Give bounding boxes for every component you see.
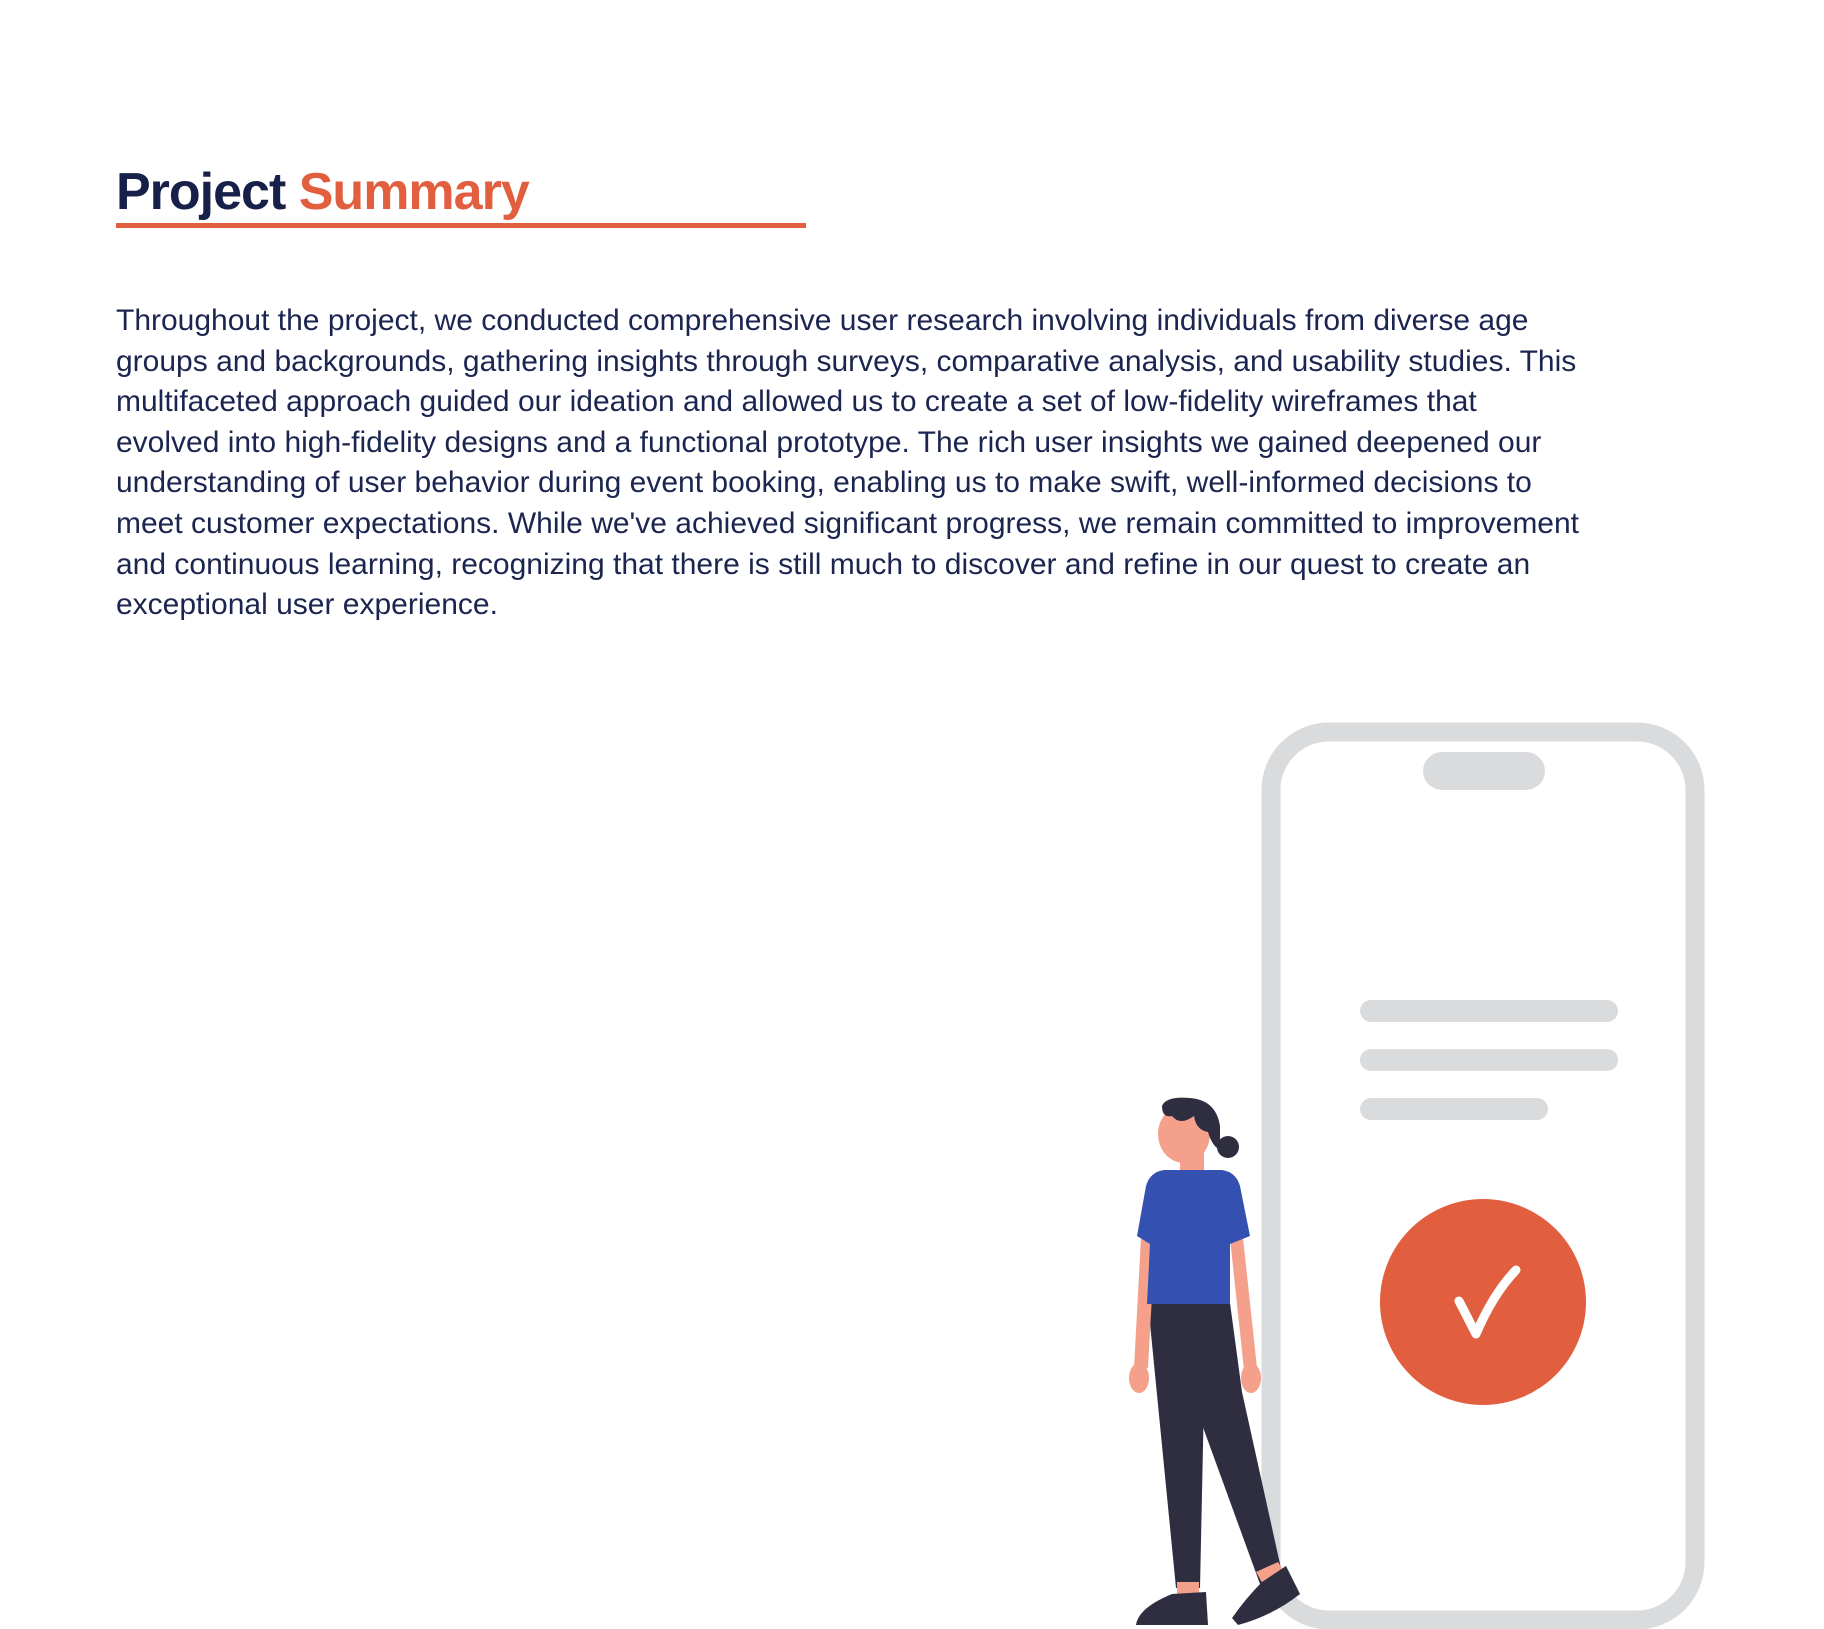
summary-line: meet customer expectations. While we've achieved significant progress, we remain committed to improvement xyxy=(116,506,1580,540)
page-title xyxy=(116,158,529,226)
summary-paragraph xyxy=(116,301,1716,626)
phone-notch xyxy=(1423,752,1545,790)
content-line xyxy=(1360,1098,1548,1120)
summary-line: exceptional user experience. xyxy=(116,588,498,622)
summary-line: evolved into high-fidelity designs and a functional prototype. The rich user insights we gained deepened our xyxy=(116,425,1542,459)
content-line xyxy=(1360,1049,1618,1071)
summary-line: understanding of user behavior during event booking, enabling us to make swift, well-informed decisions to xyxy=(116,466,1532,500)
title-word-summary: Summary xyxy=(298,163,529,221)
summary-line: and continuous learning, recognizing that there is still much to discover and refine in our quest to create an xyxy=(116,547,1531,581)
check-icon xyxy=(1380,1199,1586,1405)
content-line xyxy=(1360,1000,1618,1022)
title-word-project: Project xyxy=(116,163,286,221)
summary-line: groups and backgrounds, gathering insights through surveys, comparative analysis, and usability studies. This xyxy=(116,344,1577,378)
summary-line: Throughout the project, we conducted comprehensive user research involving individuals from diverse age xyxy=(116,304,1529,337)
title-underline xyxy=(116,223,806,228)
summary-line: multifaceted approach guided our ideation and allowed us to create a set of low-fidelity wireframes that xyxy=(116,385,1477,419)
success-illustration xyxy=(1100,700,1740,1629)
smartphone-icon xyxy=(1271,732,1695,1620)
